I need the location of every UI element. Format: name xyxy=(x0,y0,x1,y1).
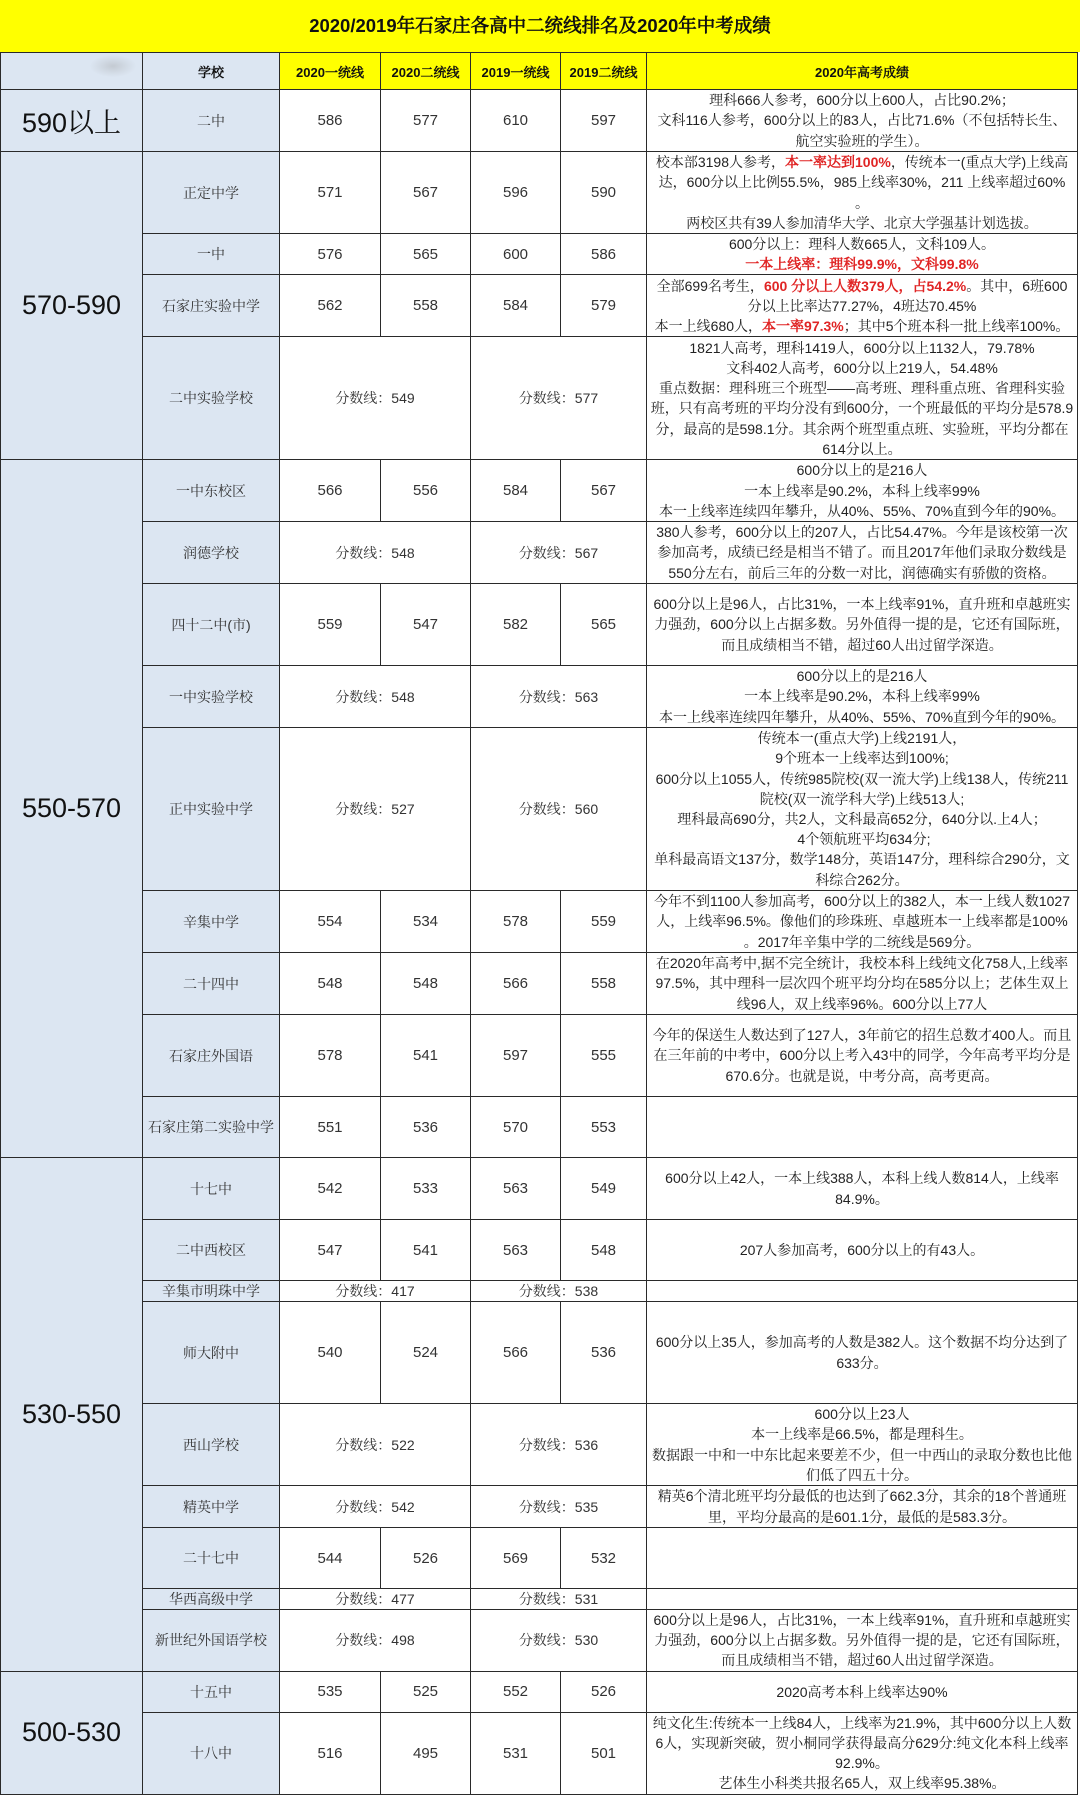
school-row xyxy=(1,1404,1078,1486)
result-text: 本一上线680人， xyxy=(654,318,763,334)
result-cell xyxy=(647,728,1078,891)
result-line: 今年不到1100人参加高考，600分以上的382人，本一上线人数1027 xyxy=(654,893,1070,910)
result-line: 分，最高的是598.1分。其余两个班型重点班、实验班，平均分都在 xyxy=(655,420,1069,437)
result-cell xyxy=(647,1712,1078,1794)
result-cell-empty xyxy=(647,1281,1078,1302)
result-line: 6人，实现新突破，贺小桐同学获得最高分629分:纯文化本科上线率 xyxy=(655,1734,1069,1751)
result-line: 理科666人参考，600分以上600人，占比90.2%； xyxy=(709,92,1015,109)
result-line: 600分以上1055人，传统985院校(双一流大学)上线138人，传统211 xyxy=(655,770,1069,787)
school-name: 十八中 xyxy=(143,1712,280,1794)
result-cell xyxy=(647,584,1078,666)
score-2020-second-line: 533 xyxy=(381,1158,471,1220)
school-name: 石家庄外国语 xyxy=(143,1015,280,1097)
result-line: 一本上线率是90.2%，本科上线率99% xyxy=(744,482,980,499)
header-2020-first-line: 2020一统线 xyxy=(280,53,381,90)
score-2019-first-line: 584 xyxy=(471,460,561,522)
school-row xyxy=(1,728,1078,891)
school-name: 师大附中 xyxy=(143,1302,280,1404)
header-2020-second-line: 2020二统线 xyxy=(381,53,471,90)
range-label: 570-590 xyxy=(1,152,143,460)
result-cell xyxy=(647,152,1078,234)
result-line: 数据跟一中和一中东比起来要差不少，但一中西山的录取分数也比他 xyxy=(652,1446,1072,1463)
result-highlight: 一本上线率：理科99.9%，文科99.8% xyxy=(745,256,979,273)
score-2019-second-line: 586 xyxy=(561,234,647,275)
score-line-2019: 分数线：577 xyxy=(471,337,647,460)
score-2020-first-line: 547 xyxy=(280,1220,381,1281)
range-label: 530-550 xyxy=(1,1158,143,1672)
score-2019-second-line: 548 xyxy=(561,1220,647,1281)
result-line: 本一上线率是66.5%，都是理科生。 xyxy=(751,1426,973,1443)
score-line-2020: 分数线：549 xyxy=(280,337,471,460)
result-cell xyxy=(647,1015,1078,1097)
score-2020-second-line: 525 xyxy=(381,1671,471,1712)
result-line: 理科最高690分，共2人，文科最高652分，640分以.上4人； xyxy=(677,811,1047,828)
result-line: 600分以上的是216人 xyxy=(796,668,928,685)
result-line: 在三年前的中考中，600分以上考入43中的同学，今年高考平均分是 xyxy=(653,1047,1071,1064)
school-name: 十五中 xyxy=(143,1671,280,1712)
score-line-2019: 分数线：531 xyxy=(471,1589,647,1610)
result-cell xyxy=(647,1486,1078,1528)
result-line: 。 xyxy=(855,194,869,211)
result-line: 分以上比率达77.27%，4班达70.45% xyxy=(747,297,977,314)
result-highlight: 本一率达到100% xyxy=(785,154,891,171)
score-2019-first-line: 600 xyxy=(471,234,561,275)
score-2020-first-line: 542 xyxy=(280,1158,381,1220)
score-2020-first-line: 566 xyxy=(280,460,381,522)
result-line: 本一上线率连续四年攀升，从40%、55%、70%直到今年的90%。 xyxy=(658,708,1066,725)
score-line-2020: 分数线：548 xyxy=(280,522,471,584)
score-2020-second-line: 541 xyxy=(381,1015,471,1097)
school-name: 石家庄第二实验中学 xyxy=(143,1097,280,1158)
score-2019-first-line: 569 xyxy=(471,1528,561,1589)
header-2019-second-line: 2019二统线 xyxy=(561,53,647,90)
score-2019-second-line: 536 xyxy=(561,1302,647,1404)
score-2020-first-line: 578 xyxy=(280,1015,381,1097)
result-line: 97.5%，其中理科一层次四个班平均分均在585分以上；艺体生双上 xyxy=(655,975,1069,992)
school-row xyxy=(1,522,1078,584)
result-cell xyxy=(647,1220,1078,1281)
score-2020-first-line: 559 xyxy=(280,584,381,666)
result-line: 参加高考，成绩已经是相当不错了。而且2017年他们录取分数线是 xyxy=(657,544,1067,561)
score-2020-first-line: 516 xyxy=(280,1712,381,1794)
school-row xyxy=(1,1528,1078,1589)
result-line: 传统本一(重点大学)上线2191人， xyxy=(757,730,967,747)
score-2020-first-line: 576 xyxy=(280,234,381,275)
school-name: 正定中学 xyxy=(143,152,280,234)
result-line: 600分以上42人，一本上线388人，本科上线人数814人，上线率 xyxy=(665,1170,1059,1187)
result-line: 文科116人参考，600分以上的83人，占比71.6%（不包括特长生、 xyxy=(657,112,1067,129)
result-line: 550分左右，前后三年的分数一对比，润德确实有骄傲的资格。 xyxy=(668,564,1056,581)
score-2019-first-line: 584 xyxy=(471,275,561,337)
result-line: 一本上线率是90.2%，本科上线率99% xyxy=(744,688,980,705)
school-row xyxy=(1,1671,1078,1712)
school-row xyxy=(1,1015,1078,1097)
score-2019-second-line: 597 xyxy=(561,90,647,152)
header-2019-first-line: 2019一统线 xyxy=(471,53,561,90)
score-2019-first-line: 596 xyxy=(471,152,561,234)
score-2020-second-line: 567 xyxy=(381,152,471,234)
result-cell xyxy=(647,275,1078,337)
score-line-2019: 分数线：530 xyxy=(471,1610,647,1672)
score-2019-first-line: 578 xyxy=(471,891,561,953)
score-2019-first-line: 552 xyxy=(471,1671,561,1712)
school-row xyxy=(1,1302,1078,1404)
score-2019-second-line: 526 xyxy=(561,1671,647,1712)
school-row xyxy=(1,337,1078,460)
school-row xyxy=(1,1220,1078,1281)
result-highlight: 本一率97.3% xyxy=(762,318,844,334)
result-line xyxy=(647,316,1077,336)
score-2019-second-line: 579 xyxy=(561,275,647,337)
school-row xyxy=(1,584,1078,666)
school-name: 辛集市明珠中学 xyxy=(143,1281,280,1302)
school-row xyxy=(1,234,1078,275)
score-line-2019: 分数线：567 xyxy=(471,522,647,584)
score-2019-second-line: 565 xyxy=(561,584,647,666)
score-2020-second-line: 548 xyxy=(381,953,471,1015)
result-text: ；其中5个班本科一批上线率100%。 xyxy=(843,318,1070,334)
school-row xyxy=(1,275,1078,337)
score-2020-second-line: 556 xyxy=(381,460,471,522)
table-header-row xyxy=(1,53,1078,90)
score-2019-second-line: 549 xyxy=(561,1158,647,1220)
school-row xyxy=(1,1589,1078,1610)
score-2020-second-line: 534 xyxy=(381,891,471,953)
school-name: 正中实验中学 xyxy=(143,728,280,891)
score-2019-first-line: 563 xyxy=(471,1220,561,1281)
score-2020-second-line: 577 xyxy=(381,90,471,152)
school-row xyxy=(1,1712,1078,1794)
range-label: 500-530 xyxy=(1,1671,143,1794)
result-line: 380人参考，600分以上的207人，占比54.47%。今年是该校第一次 xyxy=(656,524,1068,541)
header-results: 2020年高考成绩 xyxy=(647,53,1078,90)
school-row xyxy=(1,1486,1078,1528)
score-2019-second-line: 555 xyxy=(561,1015,647,1097)
score-2020-first-line: 571 xyxy=(280,152,381,234)
result-line: 重点数据：理科班三个班型——高考班、理科重点班、省理科实验 xyxy=(659,380,1065,397)
score-line-2019: 分数线：538 xyxy=(471,1281,647,1302)
school-row xyxy=(1,1610,1078,1672)
score-2020-first-line: 544 xyxy=(280,1528,381,1589)
score-2020-second-line: 547 xyxy=(381,584,471,666)
school-row xyxy=(1,460,1078,522)
result-cell xyxy=(647,891,1078,953)
score-2019-first-line: 582 xyxy=(471,584,561,666)
score-2019-first-line: 566 xyxy=(471,953,561,1015)
score-line-2019: 分数线：560 xyxy=(471,728,647,891)
school-row xyxy=(1,90,1078,152)
score-table xyxy=(0,52,1078,1795)
score-line-2020: 分数线：498 xyxy=(280,1610,471,1672)
result-line: 艺体生小科类共报名65人，双上线率95.38%。 xyxy=(718,1775,1006,1792)
school-name: 四十二中(市) xyxy=(143,584,280,666)
result-line: 670.6分。也就是说，中考分高，高考更高。 xyxy=(725,1067,999,1084)
school-row xyxy=(1,1097,1078,1158)
school-name: 华西高级中学 xyxy=(143,1589,280,1610)
score-2020-first-line: 586 xyxy=(280,90,381,152)
result-line xyxy=(647,276,1077,296)
result-text: ，传统本一(重点大学)上线高 xyxy=(890,154,1069,171)
score-line-2020: 分数线：548 xyxy=(280,666,471,728)
school-row xyxy=(1,1281,1078,1302)
school-name: 西山学校 xyxy=(143,1404,280,1486)
school-name: 二中 xyxy=(143,90,280,152)
result-line: 院校(双一流学科大学)上线513人; xyxy=(759,790,965,807)
result-line: 人，上线率96.5%。像他们的珍珠班、卓越班本一上线率都是100% xyxy=(656,913,1068,930)
score-2020-first-line: 548 xyxy=(280,953,381,1015)
score-2020-second-line: 558 xyxy=(381,275,471,337)
score-2020-first-line: 540 xyxy=(280,1302,381,1404)
score-line-2020: 分数线：527 xyxy=(280,728,471,891)
score-2020-first-line: 562 xyxy=(280,275,381,337)
result-line: 600分以上的是216人 xyxy=(796,462,928,479)
score-2020-second-line: 526 xyxy=(381,1528,471,1589)
score-2020-first-line: 535 xyxy=(280,1671,381,1712)
result-highlight: 600 分以上人数379人，占54.2% xyxy=(763,277,967,294)
result-cell xyxy=(647,234,1078,275)
result-line: 4个领航班平均634分; xyxy=(793,831,931,848)
range-label: 550-570 xyxy=(1,460,143,1158)
score-2019-second-line: 559 xyxy=(561,891,647,953)
result-line: 而且成绩相当不错，超过60人出过留学深造。 xyxy=(721,1652,1003,1669)
score-2019-second-line: 567 xyxy=(561,460,647,522)
school-name: 十七中 xyxy=(143,1158,280,1220)
score-line-2019: 分数线：536 xyxy=(471,1404,647,1486)
result-cell xyxy=(647,1404,1078,1486)
score-line-2020: 分数线：542 xyxy=(280,1486,471,1528)
score-line-2020: 分数线：417 xyxy=(280,1281,471,1302)
result-line: 里，平均分最高的是601.1分，最低的是583.3分。 xyxy=(707,1508,1017,1525)
school-name: 新世纪外国语学校 xyxy=(143,1610,280,1672)
score-2019-second-line: 590 xyxy=(561,152,647,234)
result-line: 线96人，双上线率96%。600分以上77人 xyxy=(736,995,988,1012)
result-line: 今年的保送生人数达到了127人，3年前它的招生总数才400人。而且 xyxy=(652,1027,1072,1044)
result-line: 单科最高语文137分，数学148分，英语147分，理科综合290分，文 xyxy=(654,851,1070,868)
result-line: 600分以上35人，参加高考的人数是382人。这个数据不均分达到了 xyxy=(655,1334,1069,1351)
result-cell xyxy=(647,337,1078,460)
score-2019-second-line: 501 xyxy=(561,1712,647,1794)
result-line: 9个班本一上线率达到100%; xyxy=(775,750,949,767)
result-cell xyxy=(647,953,1078,1015)
header-range-cell xyxy=(1,53,143,90)
result-cell-empty xyxy=(647,1528,1078,1589)
school-row xyxy=(1,152,1078,234)
school-name: 二中实验学校 xyxy=(143,337,280,460)
result-cell xyxy=(647,460,1078,522)
school-row xyxy=(1,666,1078,728)
result-line: 614分以上。 xyxy=(822,440,902,457)
school-name: 一中实验学校 xyxy=(143,666,280,728)
result-line: 。2017年辛集中学的二统线是569分。 xyxy=(743,933,981,950)
result-line: 1821人高考，理科1419人，600分以上1132人，79.78% xyxy=(689,339,1035,356)
result-line: 们低了四五十分。 xyxy=(806,1466,918,1483)
score-2020-second-line: 495 xyxy=(381,1712,471,1794)
score-2020-second-line: 524 xyxy=(381,1302,471,1404)
school-name: 二中西校区 xyxy=(143,1220,280,1281)
result-line: 而且成绩相当不错，超过60人出过留学深造。 xyxy=(721,636,1003,653)
score-2019-second-line: 532 xyxy=(561,1528,647,1589)
result-text: 全部699名考生， xyxy=(656,277,764,294)
result-line: 600分以上：理科人数665人，文科109人。 xyxy=(728,236,996,252)
score-line-2020: 分数线：477 xyxy=(280,1589,471,1610)
range-label: 590以上 xyxy=(1,90,143,152)
result-line: 两校区共有39人参加清华大学、北京大学强基计划选拔。 xyxy=(686,214,1038,231)
score-2019-first-line: 597 xyxy=(471,1015,561,1097)
result-line: 达，600分以上比例55.5%，985上线率30%，211 上线率超过60% xyxy=(658,174,1066,191)
score-2019-first-line: 563 xyxy=(471,1158,561,1220)
school-name: 一中 xyxy=(143,234,280,275)
score-2020-first-line: 554 xyxy=(280,891,381,953)
result-cell xyxy=(647,522,1078,584)
result-line: 2020高考本科上线率达90% xyxy=(776,1683,948,1700)
school-name: 二十四中 xyxy=(143,953,280,1015)
result-cell xyxy=(647,666,1078,728)
result-line: 班，只有高考班的平均分没有到600分，一个班最低的平均分是578.9 xyxy=(650,400,1074,417)
result-cell xyxy=(647,1610,1078,1672)
result-line: 纯文化生:传统本一上线84人，上线率为21.9%，其中600分以上人数 xyxy=(652,1714,1072,1731)
result-cell-empty xyxy=(647,1097,1078,1158)
result-line: 力强劲，600分以上占据多数。另外值得一提的是，它还有国际班， xyxy=(654,616,1070,633)
school-name: 一中东校区 xyxy=(143,460,280,522)
school-name: 辛集中学 xyxy=(143,891,280,953)
result-line: 92.9%。 xyxy=(835,1755,889,1772)
result-line: 力强劲，600分以上占据多数。另外值得一提的是，它还有国际班， xyxy=(654,1632,1070,1649)
score-line-2019: 分数线：535 xyxy=(471,1486,647,1528)
result-line: 84.9%。 xyxy=(835,1190,889,1207)
result-line: 航空实验班的学生）。 xyxy=(795,132,929,149)
result-line: 633分。 xyxy=(836,1354,888,1371)
school-name: 石家庄实验中学 xyxy=(143,275,280,337)
result-line: 207人参加高考，600分以上的有43人。 xyxy=(739,1241,985,1258)
score-2019-first-line: 566 xyxy=(471,1302,561,1404)
score-2019-first-line: 610 xyxy=(471,90,561,152)
result-line: 600分以上是96人，占比31%，一本上线率91%，直升班和卓越班实 xyxy=(653,596,1071,613)
score-line-2019: 分数线：563 xyxy=(471,666,647,728)
score-2019-first-line: 570 xyxy=(471,1097,561,1158)
page-title: 2020/2019年石家庄各高中二统线排名及2020年中考成绩 xyxy=(0,0,1080,52)
header-school: 学校 xyxy=(143,53,280,90)
score-2019-first-line: 531 xyxy=(471,1712,561,1794)
school-row xyxy=(1,953,1078,1015)
school-name: 二十七中 xyxy=(143,1528,280,1589)
score-2019-second-line: 558 xyxy=(561,953,647,1015)
result-cell xyxy=(647,1158,1078,1220)
result-text: 。其中，6班600 xyxy=(966,277,1068,294)
school-name: 润德学校 xyxy=(143,522,280,584)
result-line: 精英6个清北班平均分最低的也达到了662.3分，其余的18个普通班 xyxy=(657,1488,1067,1505)
result-line: 文科402人高考，600分以上219人，54.48% xyxy=(726,360,998,376)
result-cell xyxy=(647,1302,1078,1404)
result-cell xyxy=(647,1671,1078,1712)
result-line: 600分以上23人 xyxy=(814,1406,910,1423)
result-line: 科综合262分。 xyxy=(815,871,909,888)
score-2020-second-line: 536 xyxy=(381,1097,471,1158)
school-row xyxy=(1,1158,1078,1220)
score-line-2020: 分数线：522 xyxy=(280,1404,471,1486)
school-row xyxy=(1,891,1078,953)
result-cell-empty xyxy=(647,1589,1078,1610)
school-name: 精英中学 xyxy=(143,1486,280,1528)
score-2020-second-line: 541 xyxy=(381,1220,471,1281)
result-line: 在2020年高考中,据不完全统计，我校本科上线纯文化758人,上线率 xyxy=(655,955,1069,972)
score-2019-second-line: 553 xyxy=(561,1097,647,1158)
result-line xyxy=(647,152,1077,172)
result-text: 校本部3198人参考， xyxy=(655,154,785,171)
score-2020-first-line: 551 xyxy=(280,1097,381,1158)
score-2020-second-line: 565 xyxy=(381,234,471,275)
result-line: 本一上线率连续四年攀升，从40%、55%、70%直到今年的90%。 xyxy=(658,502,1066,519)
result-line: 600分以上是96人，占比31%，一本上线率91%，直升班和卓越班实 xyxy=(653,1612,1071,1629)
result-cell xyxy=(647,90,1078,152)
